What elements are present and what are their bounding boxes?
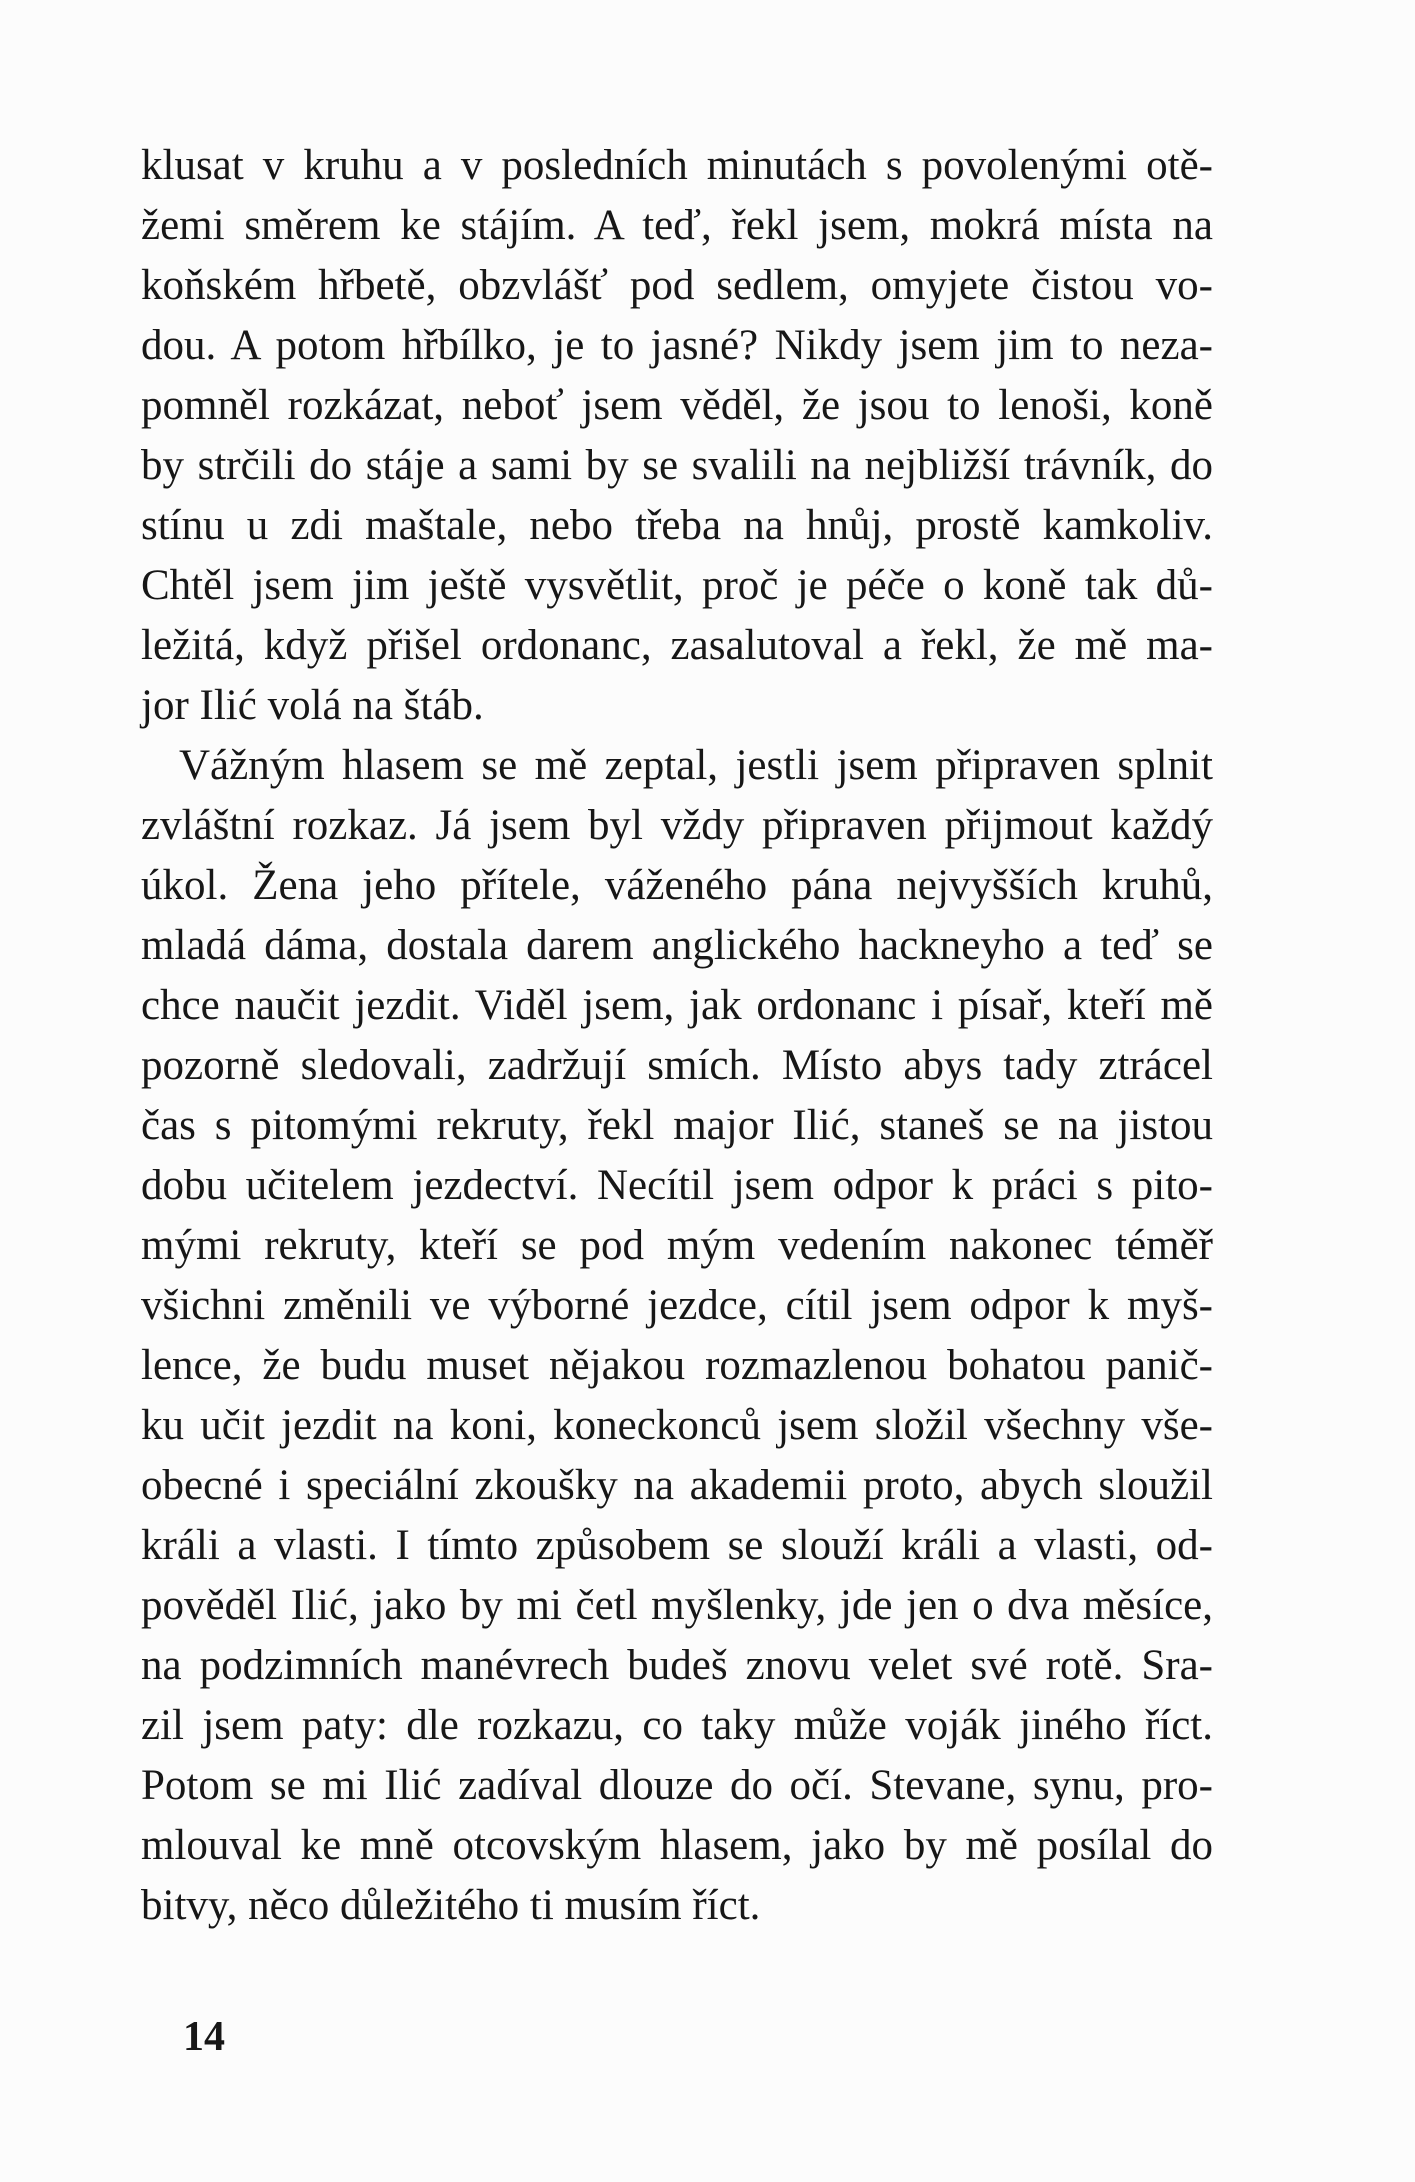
text-line: úkol. Žena jeho přítele, váženého pána nejvyšších kruhů, (141, 862, 1213, 909)
text-line: mými rekruty, kteří se pod mým vedením nakonec téměř (141, 1222, 1213, 1269)
text-line: jor Ilić volá na štáb. (141, 682, 484, 729)
page-number: 14 (183, 2014, 225, 2060)
text-line: zvláštní rozkaz. Já jsem byl vždy připraven přijmout každý (141, 802, 1213, 849)
text-line: žemi směrem ke stájím. A teď, řekl jsem, mokrá místa na (141, 202, 1213, 249)
text-line: bitvy, něco důležitého ti musím říct. (141, 1882, 761, 1929)
text-block (141, 136, 1213, 1936)
text-line: klusat v kruhu a v posledních minutách s povolenými otě- (141, 142, 1213, 189)
text-line: koňském hřbetě, obzvlášť pod sedlem, omyjete čistou vo- (141, 262, 1213, 309)
text-line: zil jsem paty: dle rozkazu, co taky může voják jiného říct. (141, 1702, 1213, 1749)
text-line: Vážným hlasem se mě zeptal, jestli jsem připraven splnit (179, 742, 1213, 789)
text-line: všichni změnili ve výborné jezdce, cítil jsem odpor k myš- (141, 1282, 1213, 1329)
paragraph-1 (141, 136, 1213, 736)
text-line: Chtěl jsem jim ještě vysvětlit, proč je péče o koně tak dů- (141, 562, 1213, 609)
text-line: na podzimních manévrech budeš znovu velet své rotě. Sra- (141, 1642, 1213, 1689)
text-line: ležitá, když přišel ordonanc, zasalutoval a řekl, že mě ma- (141, 622, 1213, 669)
text-line: ku učit jezdit na koni, koneckonců jsem složil všechny vše- (141, 1402, 1213, 1449)
text-line: králi a vlasti. I tímto způsobem se slouží králi a vlasti, od- (141, 1522, 1213, 1569)
text-line: lence, že budu muset nějakou rozmazlenou bohatou panič- (141, 1342, 1213, 1389)
text-line: by strčili do stáje a sami by se svalili na nejbližší trávník, do (141, 442, 1213, 489)
paragraph-2 (141, 736, 1213, 1936)
text-line: mlouval ke mně otcovským hlasem, jako by mě posílal do (141, 1822, 1213, 1869)
text-line: pozorně sledovali, zadržují smích. Místo abys tady ztrácel (141, 1042, 1213, 1089)
text-line: pověděl Ilić, jako by mi četl myšlenky, jde jen o dva měsíce, (141, 1582, 1213, 1629)
text-line: stínu u zdi maštale, nebo třeba na hnůj, prostě kamkoliv. (141, 502, 1213, 549)
text-line: dou. A potom hřbílko, je to jasné? Nikdy jsem jim to neza- (141, 322, 1213, 369)
text-line: dobu učitelem jezdectví. Necítil jsem odpor k práci s pito- (141, 1162, 1213, 1209)
text-line: obecné i speciální zkoušky na akademii proto, abych sloužil (141, 1462, 1213, 1509)
text-line: pomněl rozkázat, neboť jsem věděl, že jsou to lenoši, koně (141, 382, 1213, 429)
text-line: mladá dáma, dostala darem anglického hackneyho a teď se (141, 922, 1213, 969)
text-line: čas s pitomými rekruty, řekl major Ilić, staneš se na jistou (141, 1102, 1213, 1149)
text-line: chce naučit jezdit. Viděl jsem, jak ordonanc i písař, kteří mě (141, 982, 1213, 1029)
text-line: Potom se mi Ilić zadíval dlouze do očí. Stevane, synu, pro- (141, 1762, 1213, 1809)
